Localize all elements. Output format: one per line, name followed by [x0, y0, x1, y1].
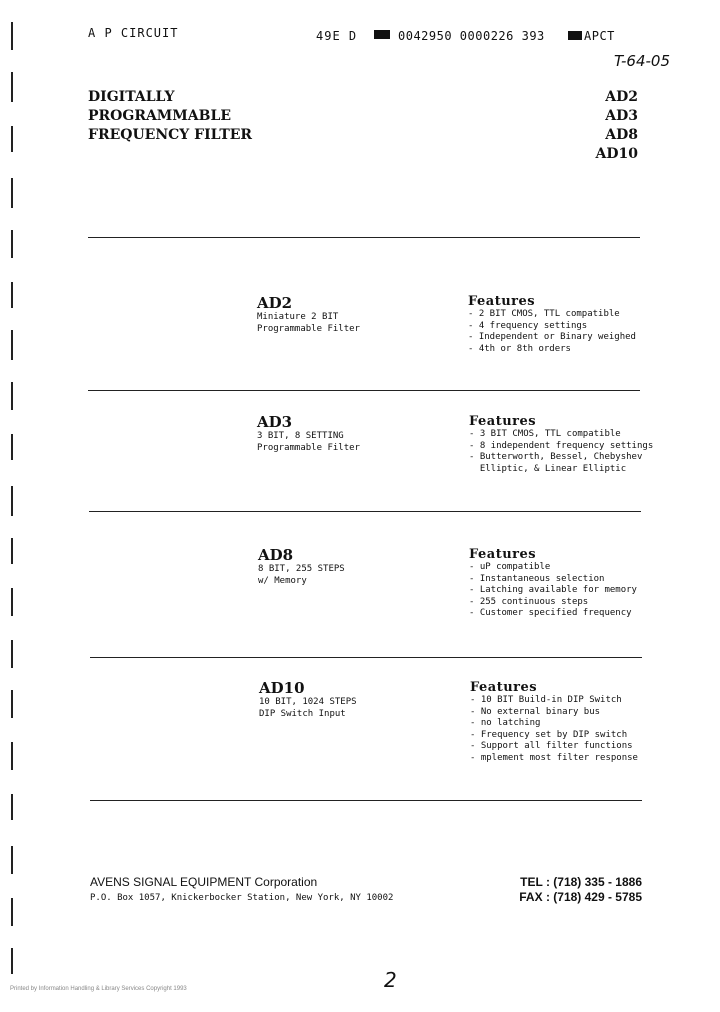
footer-tel: TEL : (718) 335 - 1886 [520, 875, 642, 889]
product-ad2 [257, 294, 360, 335]
header-catalog-number: 0042950 0000226 393 [398, 29, 545, 43]
divider [90, 657, 642, 658]
divider [88, 237, 640, 238]
product-desc [257, 312, 360, 335]
product-desc-line: w/ Memory [258, 575, 307, 586]
feature-item: - Customer specified frequency [469, 608, 637, 620]
feature-item: - uP compatible [469, 562, 637, 574]
features-heading: Features [469, 414, 537, 429]
features-ad10 [470, 680, 638, 764]
product-desc-line: Programmable Filter [257, 323, 360, 334]
feature-item: - Latching available for memory [469, 585, 637, 597]
features-list [469, 562, 637, 620]
feature-item: - No external binary bus [470, 707, 638, 719]
product-desc-line: Miniature 2 BIT [257, 312, 339, 322]
footer-company: AVENS SIGNAL EQUIPMENT Corporation [90, 875, 318, 889]
product-name: AD8 [258, 546, 294, 564]
feature-item: - no latching [470, 718, 638, 730]
product-name: AD10 [259, 679, 305, 697]
model-list-item: AD3 [605, 108, 638, 124]
product-desc [258, 564, 345, 587]
product-desc [259, 697, 357, 720]
product-ad3 [257, 413, 360, 454]
feature-item: - 2 BIT CMOS, TTL compatible [468, 309, 636, 321]
feature-item: - Instantaneous selection [469, 574, 637, 586]
feature-item: - Support all filter functions [470, 741, 638, 753]
features-list [470, 695, 638, 764]
header-doc-code: 49E D [316, 29, 358, 43]
header-company-code: A P CIRCUIT [88, 26, 179, 40]
feature-item: - 255 continuous steps [469, 597, 637, 609]
feature-item: - 4 frequency settings [468, 321, 636, 333]
redaction-block [568, 31, 582, 40]
product-desc-line: DIP Switch Input [259, 708, 346, 719]
product-ad10 [259, 679, 357, 720]
model-list-item: AD8 [605, 127, 638, 143]
model-list [596, 88, 639, 164]
product-desc-line: 10 BIT, 1024 STEPS [259, 697, 357, 707]
product-name: AD3 [257, 413, 293, 431]
feature-item: Elliptic, & Linear Elliptic [479, 463, 627, 474]
features-heading: Features [470, 680, 538, 695]
model-list-item: AD10 [595, 146, 638, 162]
divider [88, 390, 640, 391]
feature-item: - Independent or Binary weighed [468, 332, 636, 344]
feature-item: - Butterworth, Bessel, Chebyshev [469, 452, 653, 464]
feature-item: - 10 BIT Build-in DIP Switch [470, 695, 638, 707]
features-ad8 [469, 547, 637, 620]
divider [89, 511, 641, 512]
features-ad2 [468, 294, 636, 355]
title-line: DIGITALLY [88, 89, 175, 105]
footer-address: P.O. Box 1057, Knickerbocker Station, New York, NY 10002 [90, 893, 394, 903]
feature-item: - 8 independent frequency settings [469, 441, 653, 453]
product-desc-line: 3 BIT, 8 SETTING [257, 431, 344, 441]
features-list [468, 309, 636, 355]
header-suffix: APCT [584, 29, 615, 43]
features-heading: Features [468, 294, 536, 309]
handwritten-ref: T-64-05 [614, 52, 671, 70]
redaction-block [374, 30, 390, 39]
title-line: PROGRAMMABLE [88, 108, 232, 124]
feature-item: - Frequency set by DIP switch [470, 730, 638, 742]
fine-print: Printed by Information Handling & Library Services Copyright 1993 [10, 986, 187, 992]
features-ad3 [469, 414, 653, 475]
page-number: 2 [384, 968, 397, 992]
product-desc-line: 8 BIT, 255 STEPS [258, 564, 345, 574]
product-name: AD2 [257, 294, 293, 312]
feature-item: - mplement most filter response [470, 753, 638, 765]
divider [90, 800, 642, 801]
footer-fax: FAX : (718) 429 - 5785 [519, 890, 642, 904]
title-line: FREQUENCY FILTER [88, 127, 253, 143]
features-heading: Features [469, 547, 537, 562]
model-list-item: AD2 [605, 89, 638, 105]
product-desc [257, 431, 360, 454]
features-list [469, 429, 653, 475]
page-title [88, 88, 252, 145]
product-desc-line: Programmable Filter [257, 442, 360, 453]
product-ad8 [258, 546, 345, 587]
feature-item: - 4th or 8th orders [468, 344, 636, 356]
feature-item: - 3 BIT CMOS, TTL compatible [469, 429, 653, 441]
